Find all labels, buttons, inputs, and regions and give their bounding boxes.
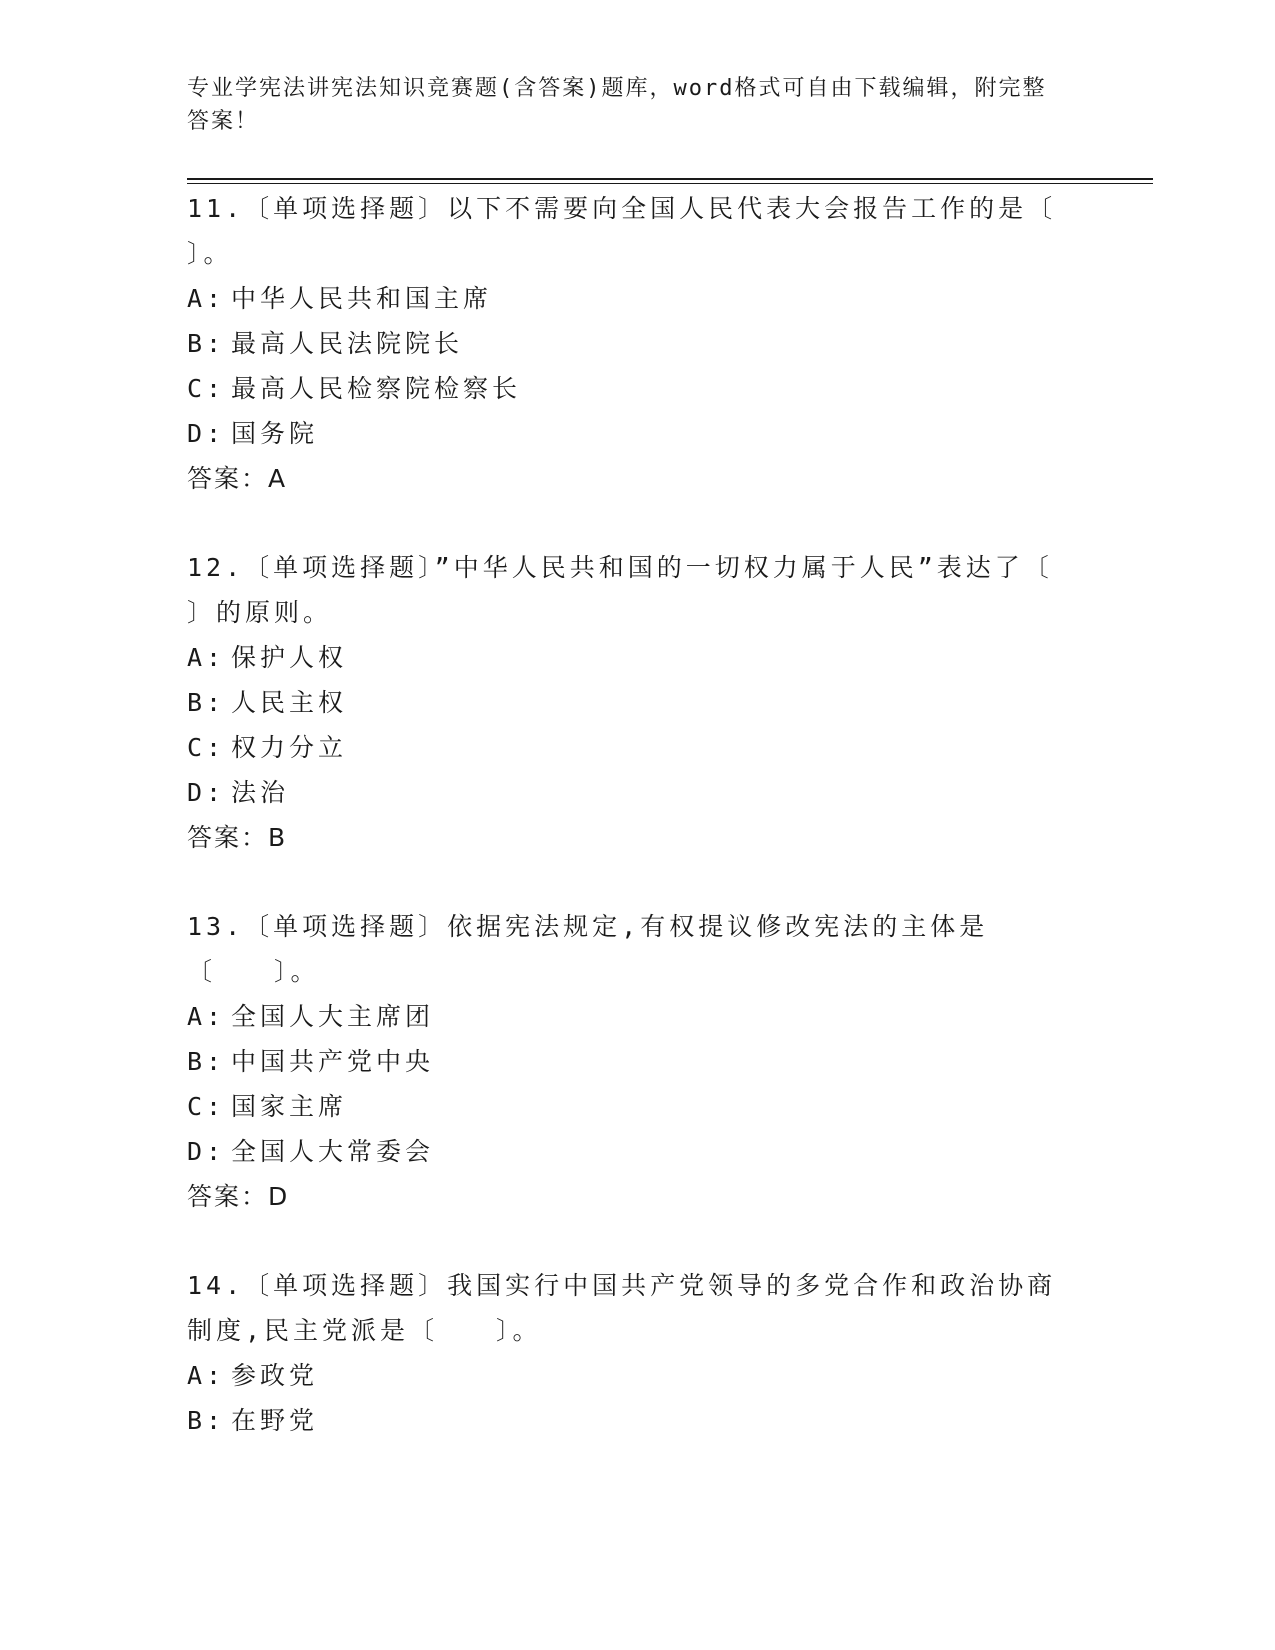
option-a <box>187 635 1087 680</box>
option-text: 法治 <box>231 778 290 807</box>
option-letter: B: <box>187 329 226 358</box>
answer: 答案：A <box>187 464 288 493</box>
option-letter: B: <box>187 1047 226 1076</box>
option-letter: B: <box>187 1406 226 1435</box>
option-text: 在野党 <box>231 1406 319 1435</box>
option-c <box>187 366 1087 411</box>
answer: 答案：B <box>187 823 288 852</box>
option-letter: D: <box>187 778 226 807</box>
option-letter: C: <box>187 733 226 762</box>
option-letter: D: <box>187 419 226 448</box>
option-text: 全国人大主席团 <box>231 1002 435 1031</box>
option-c <box>187 1084 1087 1129</box>
header-divider-thick <box>187 178 1153 180</box>
document-intro: 专业学宪法讲宪法知识竞赛题(含答案)题库，word格式可自由下载编辑，附完整答案！ <box>187 76 1047 134</box>
option-text: 全国人大常委会 <box>231 1137 435 1166</box>
option-text: 保护人权 <box>231 643 348 672</box>
header-divider-thin <box>187 183 1153 184</box>
option-text: 权力分立 <box>231 733 348 762</box>
option-letter: C: <box>187 1092 226 1121</box>
option-a <box>187 994 1087 1039</box>
answer: 答案：D <box>187 1182 290 1211</box>
option-text: 最高人民检察院检察长 <box>231 374 522 403</box>
option-a <box>187 276 1087 321</box>
option-a <box>187 1353 1087 1398</box>
option-text: 国务院 <box>231 419 319 448</box>
option-letter: B: <box>187 688 226 717</box>
option-d <box>187 1129 1087 1174</box>
question-stem: 12.〔单项选择题〕”中华人民共和国的一切权力属于人民”表达了〔 〕的原则。 <box>187 553 1053 627</box>
question-stem: 14.〔单项选择题〕我国实行中国共产党领导的多党合作和政治协商制度,民主党派是〔 〕。 <box>187 1271 1057 1345</box>
option-b <box>187 680 1087 725</box>
option-d <box>187 411 1087 456</box>
option-letter: A: <box>187 1002 226 1031</box>
question-13 <box>187 904 1087 1219</box>
option-text: 人民主权 <box>231 688 348 717</box>
option-text: 中国共产党中央 <box>231 1047 435 1076</box>
option-d <box>187 770 1087 815</box>
option-letter: A: <box>187 1361 226 1390</box>
option-letter: D: <box>187 1137 226 1166</box>
question-11 <box>187 186 1087 501</box>
option-c <box>187 725 1087 770</box>
option-letter: C: <box>187 374 226 403</box>
option-b <box>187 1039 1087 1084</box>
option-text: 中华人民共和国主席 <box>231 284 493 313</box>
question-stem: 13.〔单项选择题〕依据宪法规定,有权提议修改宪法的主体是〔 〕。 <box>187 912 989 986</box>
question-12 <box>187 545 1087 860</box>
question-14 <box>187 1263 1087 1443</box>
option-letter: A: <box>187 284 226 313</box>
option-b <box>187 321 1087 366</box>
option-b <box>187 1398 1087 1443</box>
option-letter: A: <box>187 643 226 672</box>
question-stem: 11.〔单项选择题〕以下不需要向全国人民代表大会报告工作的是〔 〕。 <box>187 194 1057 268</box>
option-text: 参政党 <box>231 1361 319 1390</box>
option-text: 国家主席 <box>231 1092 348 1121</box>
option-text: 最高人民法院院长 <box>231 329 464 358</box>
